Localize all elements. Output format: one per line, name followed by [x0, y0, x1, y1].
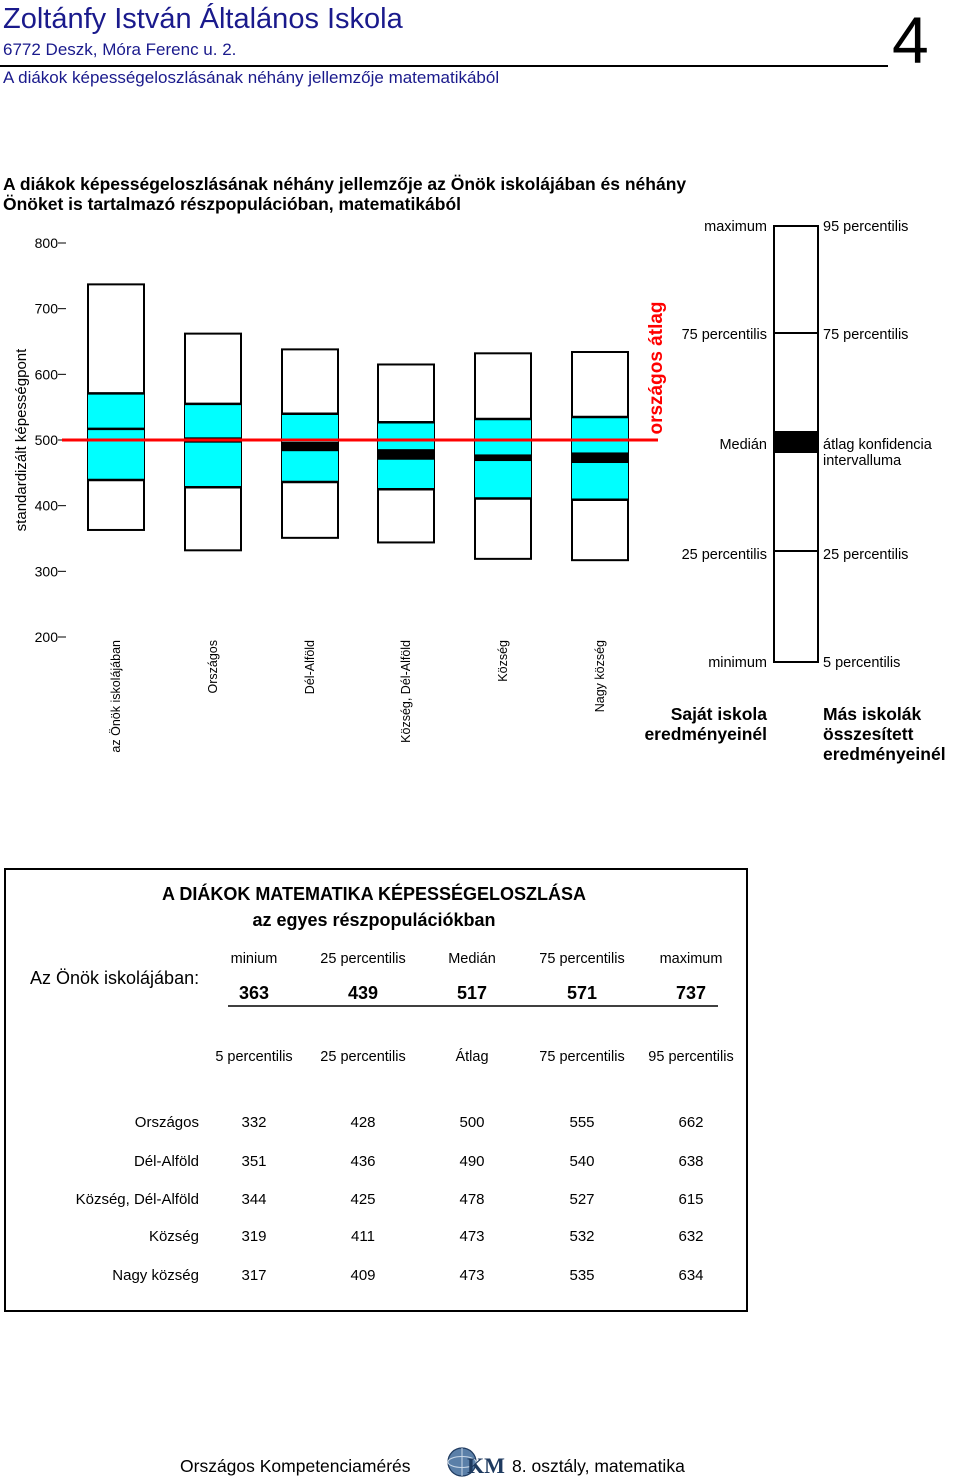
footer-right-text: 8. osztály, matematika	[512, 1456, 685, 1476]
footer	[0, 1446, 960, 1480]
school-name: Zoltánfy István Általános Iskola	[3, 3, 403, 35]
legend-other-ci: átlag konfidencia	[823, 437, 932, 453]
legend-own-p75: 75 percentilis	[681, 327, 767, 343]
table-cell: 332	[241, 1114, 267, 1131]
table-other-header: 75 percentilis	[539, 1049, 625, 1065]
table-own-header: 25 percentilis	[320, 951, 406, 967]
table-cell: 555	[569, 1114, 595, 1131]
box-mean-ci	[572, 452, 628, 463]
category-label: Nagy község	[593, 640, 607, 713]
table-cell: 436	[350, 1153, 376, 1170]
table-cell: 317	[241, 1267, 267, 1284]
legend-own-caption: eredményeinél	[644, 724, 767, 744]
legend-other-p25: 25 percentilis	[823, 547, 909, 563]
box-iqr	[88, 393, 144, 480]
table-row-name: Község, Dél-Alföld	[75, 1191, 199, 1208]
table-cell: 634	[678, 1267, 704, 1284]
table-own-value: 517	[456, 983, 488, 1003]
table-own-header: Medián	[448, 951, 496, 967]
table-cell: 532	[569, 1228, 595, 1245]
table-cell: 535	[569, 1267, 595, 1284]
category-label: Országos	[206, 640, 220, 694]
table-row-name: Országos	[134, 1114, 199, 1131]
y-tick-label: 700	[34, 300, 58, 317]
table-cell: 411	[351, 1228, 375, 1245]
table-cell: 409	[350, 1267, 376, 1284]
legend-other-caption: eredményeinél	[823, 744, 946, 764]
table-cell: 428	[350, 1114, 376, 1131]
category-label: Dél-Alföld	[303, 640, 317, 695]
legend-other-ci: intervalluma	[823, 453, 902, 469]
table-cell: 473	[459, 1267, 485, 1284]
table-other-header: 5 percentilis	[215, 1049, 293, 1065]
okm-logo	[448, 1448, 505, 1478]
table-cell: 490	[459, 1153, 485, 1170]
y-tick-label: 500	[34, 432, 58, 448]
table-cell: 478	[459, 1191, 485, 1208]
legend-other-p75: 75 percentilis	[823, 327, 909, 343]
page-subtitle: A diákok képességeloszlásának néhány jellemzője matematikából	[3, 68, 500, 87]
table-own-value: 737	[675, 983, 707, 1003]
footer-left-text: Országos Kompetenciamérés	[180, 1456, 411, 1476]
box-mean-ci	[378, 449, 434, 460]
table-own-value: 363	[238, 983, 270, 1003]
y-tick-label: 400	[34, 497, 58, 514]
y-tick-label: 600	[34, 366, 58, 383]
table-own-value: 439	[347, 983, 379, 1003]
table-own-header: 75 percentilis	[539, 951, 625, 967]
page-number: 4	[892, 3, 929, 77]
table-other-header: 25 percentilis	[320, 1049, 406, 1065]
y-tick-label: 200	[34, 629, 58, 645]
table-row-name: Nagy község	[112, 1267, 199, 1284]
table-cell: 425	[350, 1191, 376, 1208]
legend-other-caption: összesített	[823, 724, 914, 744]
table-cell: 615	[678, 1191, 704, 1208]
table-cell: 344	[241, 1191, 267, 1208]
table-cell: 351	[241, 1153, 267, 1170]
table-other-header: Átlag	[455, 1049, 489, 1065]
table-own-header: maximum	[659, 951, 723, 967]
summary-table-frame	[4, 868, 748, 1312]
table-cell: 527	[569, 1191, 595, 1208]
svg-text:KM: KM	[467, 1453, 505, 1478]
legend-own-maximum: maximum	[704, 219, 767, 235]
table-other-header: 95 percentilis	[648, 1049, 734, 1065]
category-label: Község, Dél-Alföld	[399, 640, 413, 743]
legend-own-median: Medián	[719, 437, 767, 453]
table-cell: 500	[459, 1114, 485, 1131]
table-cell: 473	[459, 1228, 485, 1245]
table-row-name: Község	[148, 1228, 199, 1245]
legend-own-caption: Saját iskola	[670, 704, 767, 724]
table-cell: 540	[569, 1153, 595, 1170]
box-mean-ci	[282, 442, 338, 451]
y-tick-label: 300	[34, 563, 58, 580]
table-title: A DIÁKOK MATEMATIKA KÉPESSÉGELOSZLÁSA	[161, 884, 587, 904]
table-cell: 632	[678, 1228, 704, 1245]
table-own-header: minium	[230, 951, 278, 967]
table-cell: 638	[678, 1153, 704, 1170]
legend-ci-block	[774, 431, 818, 453]
table-cell: 662	[678, 1114, 704, 1131]
box-iqr	[185, 404, 241, 487]
category-label: Község	[496, 640, 510, 682]
legend-other-p95: 95 percentilis	[823, 219, 909, 235]
table-own-value: 571	[566, 983, 598, 1003]
school-address: 6772 Deszk, Móra Ferenc u. 2.	[3, 40, 237, 59]
table-cell: 319	[241, 1228, 267, 1245]
legend-other-caption: Más iskolák	[823, 704, 922, 724]
table-own-label: Az Önök iskolájában:	[30, 968, 200, 988]
table-subtitle: az egyes részpopulációkban	[252, 910, 496, 930]
y-tick-label: 800	[34, 235, 58, 251]
reference-label: országos átlag	[646, 301, 667, 435]
table-row-name: Dél-Alföld	[133, 1153, 199, 1170]
category-label: az Önök iskolájában	[109, 640, 123, 753]
legend-other-p5: 5 percentilis	[823, 655, 901, 671]
box-mean-ci	[475, 454, 531, 461]
chart-title: A diákok képességeloszlásának néhány jellemzője az Önök iskolájában és néhány Önöket is tartalmazó részpopulációban, matematikából	[3, 174, 687, 214]
y-axis-label: standardizált képességpont	[13, 348, 30, 532]
legend-own-p25: 25 percentilis	[681, 547, 767, 563]
legend-own-minimum: minimum	[708, 655, 767, 671]
